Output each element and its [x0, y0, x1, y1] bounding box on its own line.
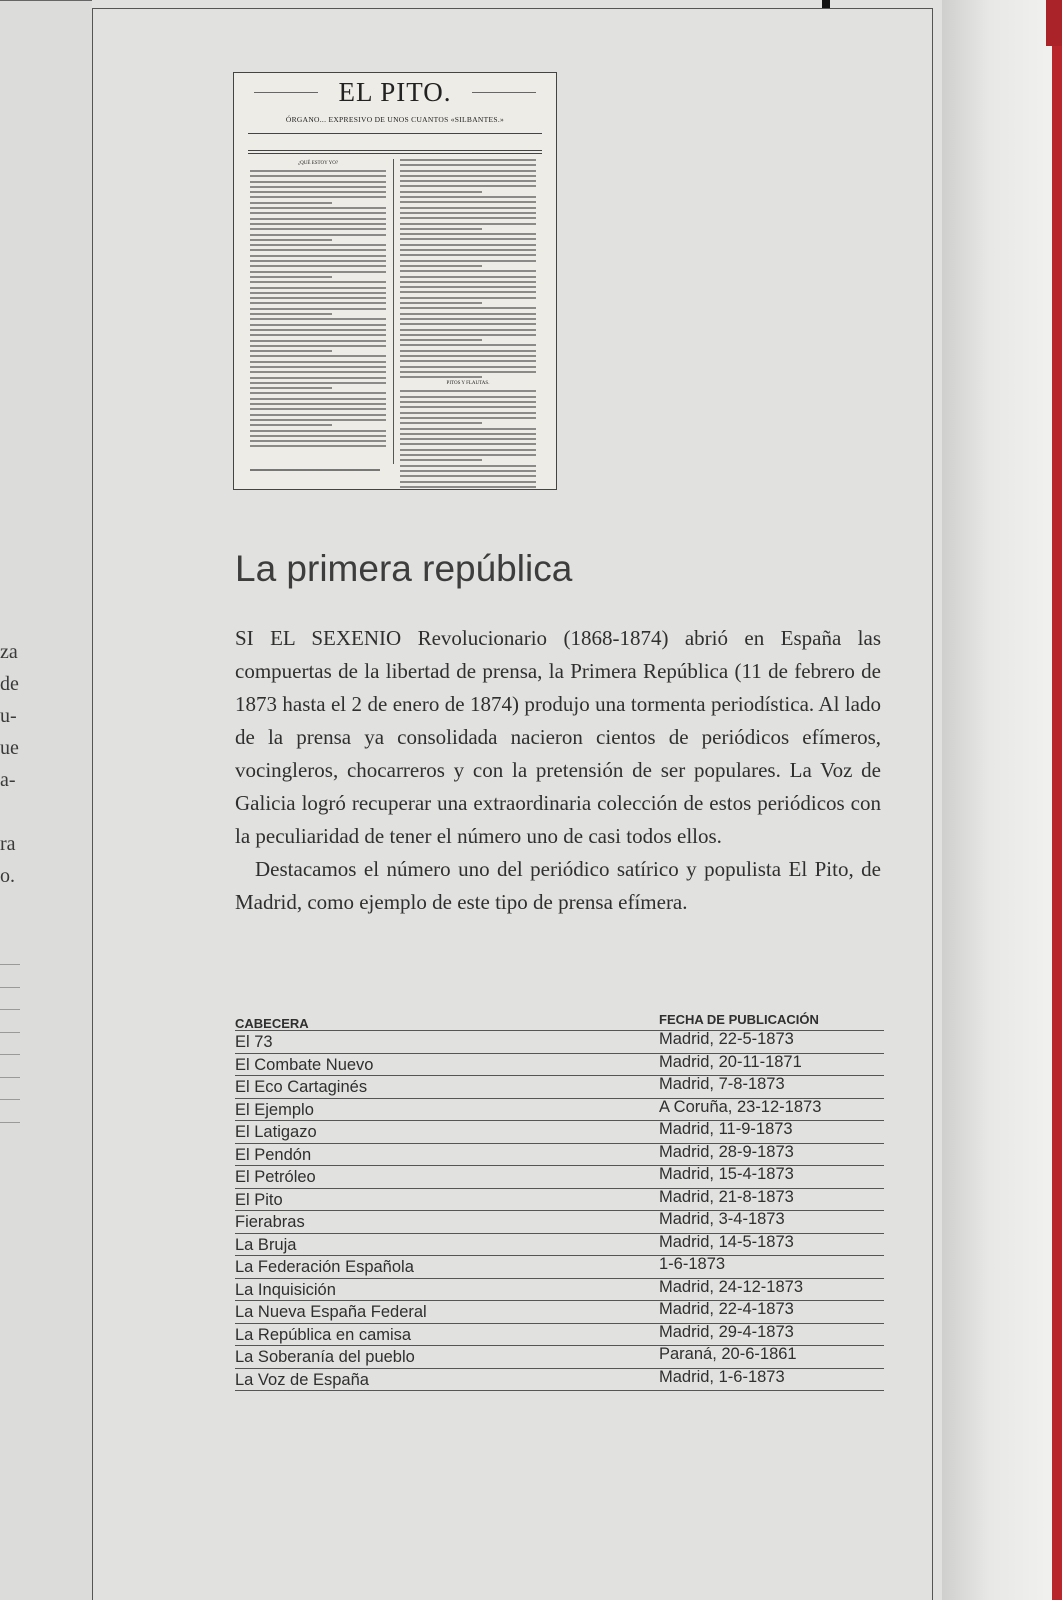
- newspaper-text-line: [250, 440, 386, 442]
- newspaper-text-line: [250, 244, 386, 246]
- newspaper-text-line: [400, 223, 536, 225]
- newspaper-text-line: [400, 334, 536, 336]
- cell-cabecera: La Nueva España Federal: [235, 1303, 427, 1321]
- left-page-rules: [0, 964, 20, 1144]
- newspaper-text-line: [250, 345, 386, 347]
- newspaper-text-line: [250, 340, 386, 342]
- cell-cabecera: El Eco Cartaginés: [235, 1078, 368, 1096]
- newspaper-text-line: [250, 430, 386, 432]
- section-title: La primera república: [235, 548, 573, 589]
- newspaper-text-line: [400, 438, 536, 440]
- newspaper-text-line: [250, 191, 386, 193]
- newspaper-masthead: EL PITO.: [338, 77, 452, 107]
- newspaper-text-line: [400, 254, 536, 256]
- newspaper-text-line: [250, 281, 386, 283]
- cell-fecha: Madrid, 22-4-1873: [659, 1300, 794, 1318]
- table-row: [235, 1053, 884, 1076]
- newspaper-text-line: [400, 233, 536, 235]
- left-text-fragment: ue: [0, 737, 19, 759]
- newspaper-text-line: [400, 323, 536, 325]
- cell-cabecera: El Petróleo: [235, 1168, 316, 1186]
- cell-fecha: Madrid, 24-12-1873: [659, 1277, 804, 1296]
- newspaper-footer-line: [250, 469, 380, 471]
- newspaper-text-line: [400, 371, 536, 373]
- newspaper-text-line: [400, 318, 536, 320]
- newspaper-text-line: [400, 164, 536, 166]
- newspaper-text-line: [400, 401, 536, 403]
- table-bottom-rule: [235, 1390, 884, 1391]
- cell-cabecera: La Federación Española: [235, 1258, 414, 1276]
- newspaper-text-line: [400, 212, 536, 214]
- book-cover-corner: [1046, 0, 1062, 46]
- newspaper-text-line: [250, 255, 386, 257]
- left-text-fragment: o.: [0, 865, 15, 887]
- newspaper-text-line: [250, 414, 386, 416]
- table-row: [235, 1233, 884, 1256]
- newspaper-text-line: [400, 355, 536, 357]
- newspaper-text-line: [250, 292, 386, 294]
- table-row: [235, 1143, 884, 1166]
- newspaper-text-line: [400, 286, 536, 288]
- cell-fecha: Madrid, 20-11-1871: [659, 1052, 802, 1071]
- cell-fecha: Paraná, 20-6-1861: [659, 1345, 797, 1363]
- cell-fecha: 1-6-1873: [659, 1255, 726, 1273]
- header-cabecera: CABECERA: [235, 1016, 309, 1031]
- table-row: [235, 1188, 884, 1211]
- newspaper-text-line: [250, 297, 386, 299]
- left-text-fragment: u-: [0, 705, 17, 727]
- cell-fecha: Madrid, 11-9-1873: [659, 1120, 793, 1138]
- newspaper-text-line: [400, 238, 536, 240]
- newspaper-text-line: [250, 313, 332, 315]
- newspaper-text-line: [400, 191, 482, 193]
- newspaper-subtitle: ÓRGANO... EXPRESIVO DE UNOS CUANTOS «SILBANTES.»: [285, 115, 505, 124]
- newspaper-text-line: [250, 228, 386, 230]
- newspaper-text-line: [250, 324, 386, 326]
- cell-cabecera: El Pito: [235, 1190, 283, 1209]
- newspaper-right-column: [400, 159, 536, 459]
- newspaper-text-line: [400, 228, 482, 230]
- cell-cabecera: El Latigazo: [235, 1123, 317, 1141]
- left-text-fragment: a-: [0, 769, 16, 791]
- newspaper-rule: [248, 153, 542, 154]
- table-row: [235, 1030, 884, 1053]
- newspaper-text-line: [250, 361, 386, 363]
- newspaper-text-line: [400, 329, 536, 331]
- cell-cabecera: El Combate Nuevo: [235, 1055, 374, 1074]
- frame-top-rule: [92, 8, 932, 9]
- newspaper-text-line: [400, 196, 536, 198]
- newspaper-text-line: [400, 360, 536, 362]
- table-row: [235, 1120, 884, 1143]
- newspaper-text-line: [250, 202, 332, 204]
- newspaper-text-line: [400, 350, 536, 352]
- newspaper-text-line: [250, 287, 386, 289]
- table-row: [235, 1098, 884, 1121]
- newspaper-text-line: [400, 170, 536, 172]
- table-row: [235, 1300, 884, 1323]
- frame-left-rule: [92, 8, 93, 1600]
- newspaper-text-line: [400, 180, 536, 182]
- newspaper-text-line: [400, 465, 536, 467]
- newspaper-text-line: [400, 185, 536, 187]
- newspaper-left-column: [250, 159, 386, 459]
- left-column-heading: ¿QUÉ ESTOY YO?: [297, 161, 339, 166]
- newspaper-text-line: [400, 406, 536, 408]
- table-header-row: [235, 1012, 884, 1030]
- newspaper-text-line: [250, 260, 386, 262]
- newspaper-text-line: [250, 435, 386, 437]
- newspaper-text-line: [400, 281, 536, 283]
- newspaper-text-line: [400, 313, 536, 315]
- cell-cabecera: La Voz de España: [235, 1370, 369, 1389]
- newspaper-text-line: [250, 249, 386, 251]
- newspaper-text-line: [250, 408, 386, 410]
- newspaper-text-line: [400, 443, 536, 445]
- cell-fecha: Madrid, 3-4-1873: [659, 1210, 785, 1228]
- cell-cabecera: El 73: [235, 1033, 273, 1051]
- cell-fecha: Madrid, 29-4-1873: [659, 1322, 794, 1341]
- left-page-top-rule: [0, 0, 92, 1]
- newspaper-text-line: [400, 260, 536, 262]
- frame-right-rule: [932, 8, 933, 1600]
- newspaper-text-line: [250, 218, 386, 220]
- newspaper-text-line: [250, 350, 332, 352]
- newspaper-text-line: [400, 475, 536, 477]
- left-text-fragment: ra: [0, 833, 16, 855]
- left-text-fragment: de: [0, 673, 19, 695]
- newspaper-text-line: [400, 291, 536, 293]
- newspaper-text-line: [400, 376, 482, 378]
- newspaper-text-line: [400, 433, 536, 435]
- newspaper-text-line: [250, 398, 386, 400]
- right-column-heading: PITOS Y FLAUTAS.: [446, 381, 490, 387]
- newspaper-text-line: [400, 428, 536, 430]
- newspaper-rule: [248, 133, 542, 134]
- newspaper-text-line: [250, 318, 386, 320]
- newspaper-text-line: [400, 417, 536, 419]
- newspaper-text-line: [400, 244, 536, 246]
- cell-cabecera: El Pendón: [235, 1145, 312, 1164]
- newspaper-text-line: [250, 308, 386, 310]
- body-paragraph: Destacamos el número uno del periódico satírico y populista El Pito, de Madrid, como ejemplo de este tipo de prensa efímera.: [235, 857, 881, 914]
- cell-fecha: Madrid, 28-9-1873: [659, 1142, 794, 1161]
- newspaper-text-line: [400, 270, 536, 272]
- newspaper-text-line: [400, 454, 536, 456]
- newspaper-text-line: [400, 486, 536, 488]
- cell-cabecera: Fierabras: [235, 1213, 305, 1231]
- cell-cabecera: La Soberanía del pueblo: [235, 1348, 415, 1366]
- newspaper-text-line: [400, 422, 482, 424]
- table-row: [235, 1165, 884, 1188]
- newspaper-text-line: [400, 459, 482, 461]
- newspaper-text-line: [400, 276, 536, 278]
- newspaper-text-line: [250, 175, 386, 177]
- table-row: [235, 1323, 884, 1346]
- newspaper-text-line: [400, 481, 536, 483]
- table-row: [235, 1210, 884, 1233]
- cell-fecha: Madrid, 14-5-1873: [659, 1232, 794, 1251]
- newspaper-text-line: [400, 207, 536, 209]
- cell-cabecera: La Inquisición: [235, 1280, 336, 1299]
- cell-fecha: Madrid, 7-8-1873: [659, 1075, 785, 1093]
- newspaper-text-line: [250, 419, 386, 421]
- newspaper-text-line: [400, 175, 536, 177]
- corner-mark: [822, 0, 830, 8]
- newspaper-text-line: [400, 217, 536, 219]
- newspaper-text-line: [250, 382, 386, 384]
- newspaper-text-line: [250, 302, 386, 304]
- newspaper-text-line: [400, 344, 536, 346]
- cell-cabecera: El Ejemplo: [235, 1100, 314, 1119]
- table-row: [235, 1255, 884, 1278]
- newspaper-text-line: [400, 470, 536, 472]
- table-row: [235, 1345, 884, 1368]
- cell-cabecera: La Bruja: [235, 1235, 297, 1254]
- left-page-text-fragments: [0, 636, 30, 892]
- newspaper-text-line: [400, 249, 536, 251]
- cell-cabecera: La República en camisa: [235, 1325, 412, 1344]
- table-row: [235, 1278, 884, 1301]
- book-cover-edge: [1052, 0, 1062, 1600]
- table-row: [235, 1075, 884, 1098]
- cell-fecha: Madrid, 21-8-1873: [659, 1187, 794, 1206]
- newspaper-text-line: [250, 223, 386, 225]
- newspaper-text-line: [400, 339, 482, 341]
- cell-fecha: Madrid, 22-5-1873: [659, 1030, 794, 1048]
- newspaper-column-divider: [393, 159, 394, 464]
- newspaper-text-line: [400, 297, 536, 299]
- newspaper-front-page-image: [233, 72, 557, 490]
- table-row: [235, 1368, 884, 1391]
- publication-table: [235, 1012, 884, 1391]
- newspaper-text-line: [250, 366, 386, 368]
- book-gutter: [942, 0, 1062, 1600]
- newspaper-text-line: [250, 181, 386, 183]
- newspaper-text-line: [250, 445, 386, 447]
- body-text: [235, 622, 881, 919]
- newspaper-rule: [248, 150, 542, 151]
- newspaper-text-line: [250, 276, 332, 278]
- newspaper-text-line: [400, 366, 536, 368]
- left-text-fragment: za: [0, 641, 18, 663]
- newspaper-text-line: [250, 392, 386, 394]
- newspaper-text-line: [250, 371, 386, 373]
- newspaper-text-line: [250, 196, 386, 198]
- newspaper-text-line: [400, 265, 482, 267]
- newspaper-text-line: [250, 271, 386, 273]
- newspaper-text-line: [400, 390, 536, 392]
- newspaper-text-line: [250, 207, 386, 209]
- newspaper-text-line: [250, 334, 386, 336]
- newspaper-text-line: [250, 234, 386, 236]
- newspaper-text-line: [400, 159, 536, 161]
- newspaper-text-line: [400, 449, 536, 451]
- newspaper-text-line: [250, 212, 386, 214]
- newspaper-text-line: [250, 186, 386, 188]
- newspaper-text-line: [250, 355, 386, 357]
- newspaper-text-line: [250, 265, 386, 267]
- newspaper-text-line: [400, 201, 536, 203]
- newspaper-text-line: [400, 307, 536, 309]
- newspaper-text-line: [400, 412, 536, 414]
- newspaper-text-line: [400, 302, 482, 304]
- newspaper-text-line: [400, 396, 536, 398]
- cell-fecha: A Coruña, 23-12-1873: [659, 1097, 822, 1116]
- header-fecha: FECHA DE PUBLICACIÓN: [659, 1012, 819, 1027]
- newspaper-text-line: [250, 377, 386, 379]
- newspaper-text-line: [250, 424, 332, 426]
- cell-fecha: Madrid, 15-4-1873: [659, 1165, 794, 1183]
- newspaper-text-line: [250, 239, 332, 241]
- newspaper-text-line: [250, 387, 332, 389]
- newspaper-text-line: [250, 329, 386, 331]
- newspaper-text-line: [250, 170, 386, 172]
- left-text-fragment: [0, 796, 30, 828]
- cell-fecha: Madrid, 1-6-1873: [659, 1367, 785, 1386]
- newspaper-text-line: [250, 403, 386, 405]
- body-paragraph: SI EL SEXENIO Revolucionario (1868-1874) abrió en España las compuertas de la libertad de prensa, la Primera República (11 de febrero de 1873 hasta el 2 de enero de 1874) produjo una tormenta periodística. Al lado de la prensa ya consolidada nacieron cientos de periódicos efímeros, vocingleros, chocarreros y con la pretensión de ser populares. La Voz de Galicia logró recuperar una extraordinaria colección de estos periódicos con la peculiaridad de tener el número uno de casi todos ellos.: [235, 626, 881, 848]
